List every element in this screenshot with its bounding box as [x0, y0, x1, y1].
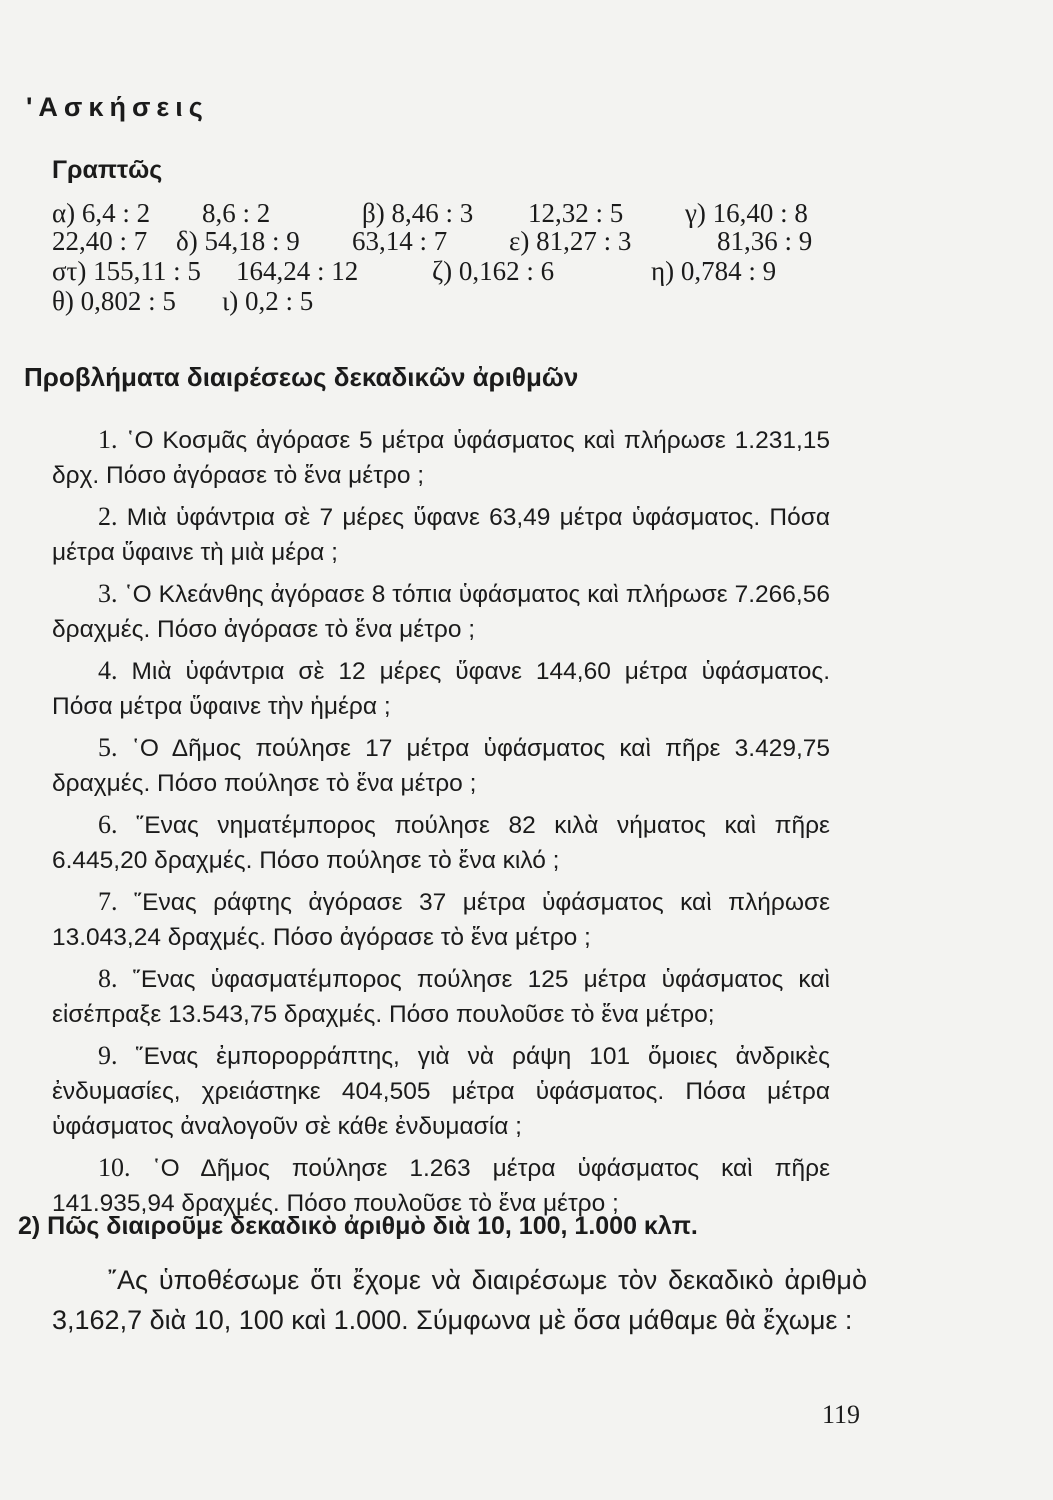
- problem-item: [52, 653, 830, 724]
- exercise-item: β) 8,46 : 3: [362, 198, 474, 228]
- problem-text: Μιὰ ὑφάντρια σὲ 7 μέρες ὕφανε 63,49 μέτρα ὑφάσματος. Πόσα μέτρα ὕφαινε τὴ μιὰ μέρα ;: [52, 504, 830, 566]
- problem-item: [52, 499, 830, 570]
- exercise-item: δ) 54,18 : 9: [176, 226, 300, 256]
- problem-item: [52, 807, 830, 878]
- problem-item: [52, 1150, 830, 1221]
- exercise-item: η) 0,784 : 9: [651, 256, 777, 286]
- problem-text: ῾Ο Κλεάνθης ἀγόρασε 8 τόπια ὑφάσματος καὶ πλήρωσε 7.266,56 δραχμές. Πόσο ἀγόρασε τὸ ἕνα μέτρο ;: [52, 581, 830, 643]
- problem-text: Μιὰ ὑφάντρια σὲ 12 μέρες ὕφανε 144,60 μέτρα ὑφάσματος. Πόσα μέτρα ὕφαινε τὴν ἡμέρα ;: [52, 658, 831, 720]
- problem-number: 10.: [98, 1153, 131, 1182]
- problem-text: ῾Ο Κοσμᾶς ἀγόρασε 5 μέτρα ὑφάσματος καὶ πλήρωσε 1.231,15 δρχ. Πόσο ἀγόρασε τὸ ἕνα μέτρο ;: [52, 427, 831, 489]
- exercise-item: 164,24 : 12: [236, 256, 359, 286]
- section-paragraph: ῎Ας ὑποθέσωμε ὅτι ἔχομε νὰ διαιρέσωμε τὸν δεκαδικὸ ἀριθμὸ 3,162,7 διὰ 10, 100 καὶ 1.000. Σύμφωνα μὲ ὅσα μάθαμε θὰ ἔχωμε :: [52, 1265, 867, 1335]
- exercise-item: 81,36 : 9: [717, 226, 813, 256]
- exercise-item: θ) 0,802 : 5: [52, 286, 176, 316]
- problem-number: 6.: [98, 810, 118, 839]
- problem-item: [52, 961, 830, 1032]
- problems-list: [52, 422, 830, 1227]
- exercise-item: ε) 81,27 : 3: [509, 226, 632, 256]
- exercise-item: ζ) 0,162 : 6: [432, 256, 555, 286]
- problem-number: 8.: [98, 964, 118, 993]
- problem-number: 2.: [98, 502, 118, 531]
- problem-text: ῾Ο Δῆμος πούλησε 1.263 μέτρα ὑφάσματος καὶ πῆρε 141.935,94 δραχμές. Πόσο πουλοῦσε τὸ ἕνα μέτρο ;: [52, 1155, 830, 1217]
- exercises-heading: 'Ασκήσεις: [26, 92, 209, 122]
- page-number: 119: [822, 1400, 861, 1429]
- problem-text: ῞Ενας ράφτης ἀγόρασε 37 μέτρα ὑφάσματος καὶ πλήρωσε 13.043,24 δραχμές. Πόσο ἀγόρασε τὸ ἕνα μέτρο ;: [52, 889, 830, 951]
- exercise-item: 8,6 : 2: [202, 198, 271, 228]
- exercise-item: 22,40 : 7: [52, 226, 148, 256]
- problem-number: 7.: [98, 887, 118, 916]
- exercise-item: γ) 16,40 : 8: [685, 198, 808, 228]
- problem-number: 9.: [98, 1041, 118, 1070]
- problem-item: [52, 576, 830, 647]
- problem-item: [52, 884, 830, 955]
- problem-item: [52, 1038, 830, 1144]
- exercise-item: α) 6,4 : 2: [52, 198, 151, 228]
- problem-number: 3.: [98, 579, 118, 608]
- problem-item: [52, 422, 830, 493]
- problem-text: ῾Ο Δῆμος πούλησε 17 μέτρα ὑφάσματος καὶ πῆρε 3.429,75 δραχμές. Πόσο πούλησε τὸ ἕνα μέτρο ;: [52, 735, 831, 797]
- problem-number: 1.: [98, 425, 118, 454]
- problem-item: [52, 730, 830, 801]
- problem-text: ῞Ενας νηματέμπορος πούλησε 82 κιλὰ νήματος καὶ πῆρε 6.445,20 δραχμές. Πόσο πούλησε τὸ ἕνα κιλό ;: [52, 812, 830, 874]
- exercise-item: 12,32 : 5: [528, 198, 624, 228]
- written-subheading: Γραπτῶς: [52, 156, 163, 184]
- exercise-item: ι) 0,2 : 5: [222, 286, 314, 316]
- problem-text: ῞Ενας ὑφασματέμπορος πούλησε 125 μέτρα ὑφάσματος καὶ εἰσέπραξε 13.543,75 δραχμές. Πόσο πουλοῦσε τὸ ἕνα μέτρο;: [52, 966, 830, 1028]
- problem-number: 4.: [98, 656, 118, 685]
- section-title: 2) Πῶς διαιροῦμε δεκαδικὸ ἀριθμὸ διὰ 10, 100, 1.000 κλπ.: [18, 1212, 698, 1240]
- exercise-item: 63,14 : 7: [352, 226, 448, 256]
- problem-number: 5.: [98, 733, 118, 762]
- problem-text: ῞Ενας ἐμπορορράπτης, γιὰ νὰ ράψη 101 ὅμοιες ἀνδρικὲς ἐνδυμασίες, χρειάστηκε 404,505 μέτρα ὑφάσματος. Πόσα μέτρα ὑφάσματος ἀναλογοῦν σὲ κάθε ἐνδυμασία ;: [52, 1043, 830, 1140]
- problems-heading: Προβλήματα διαιρέσεως δεκαδικῶν ἀριθμῶν: [24, 362, 579, 392]
- exercise-item: στ) 155,11 : 5: [52, 256, 201, 286]
